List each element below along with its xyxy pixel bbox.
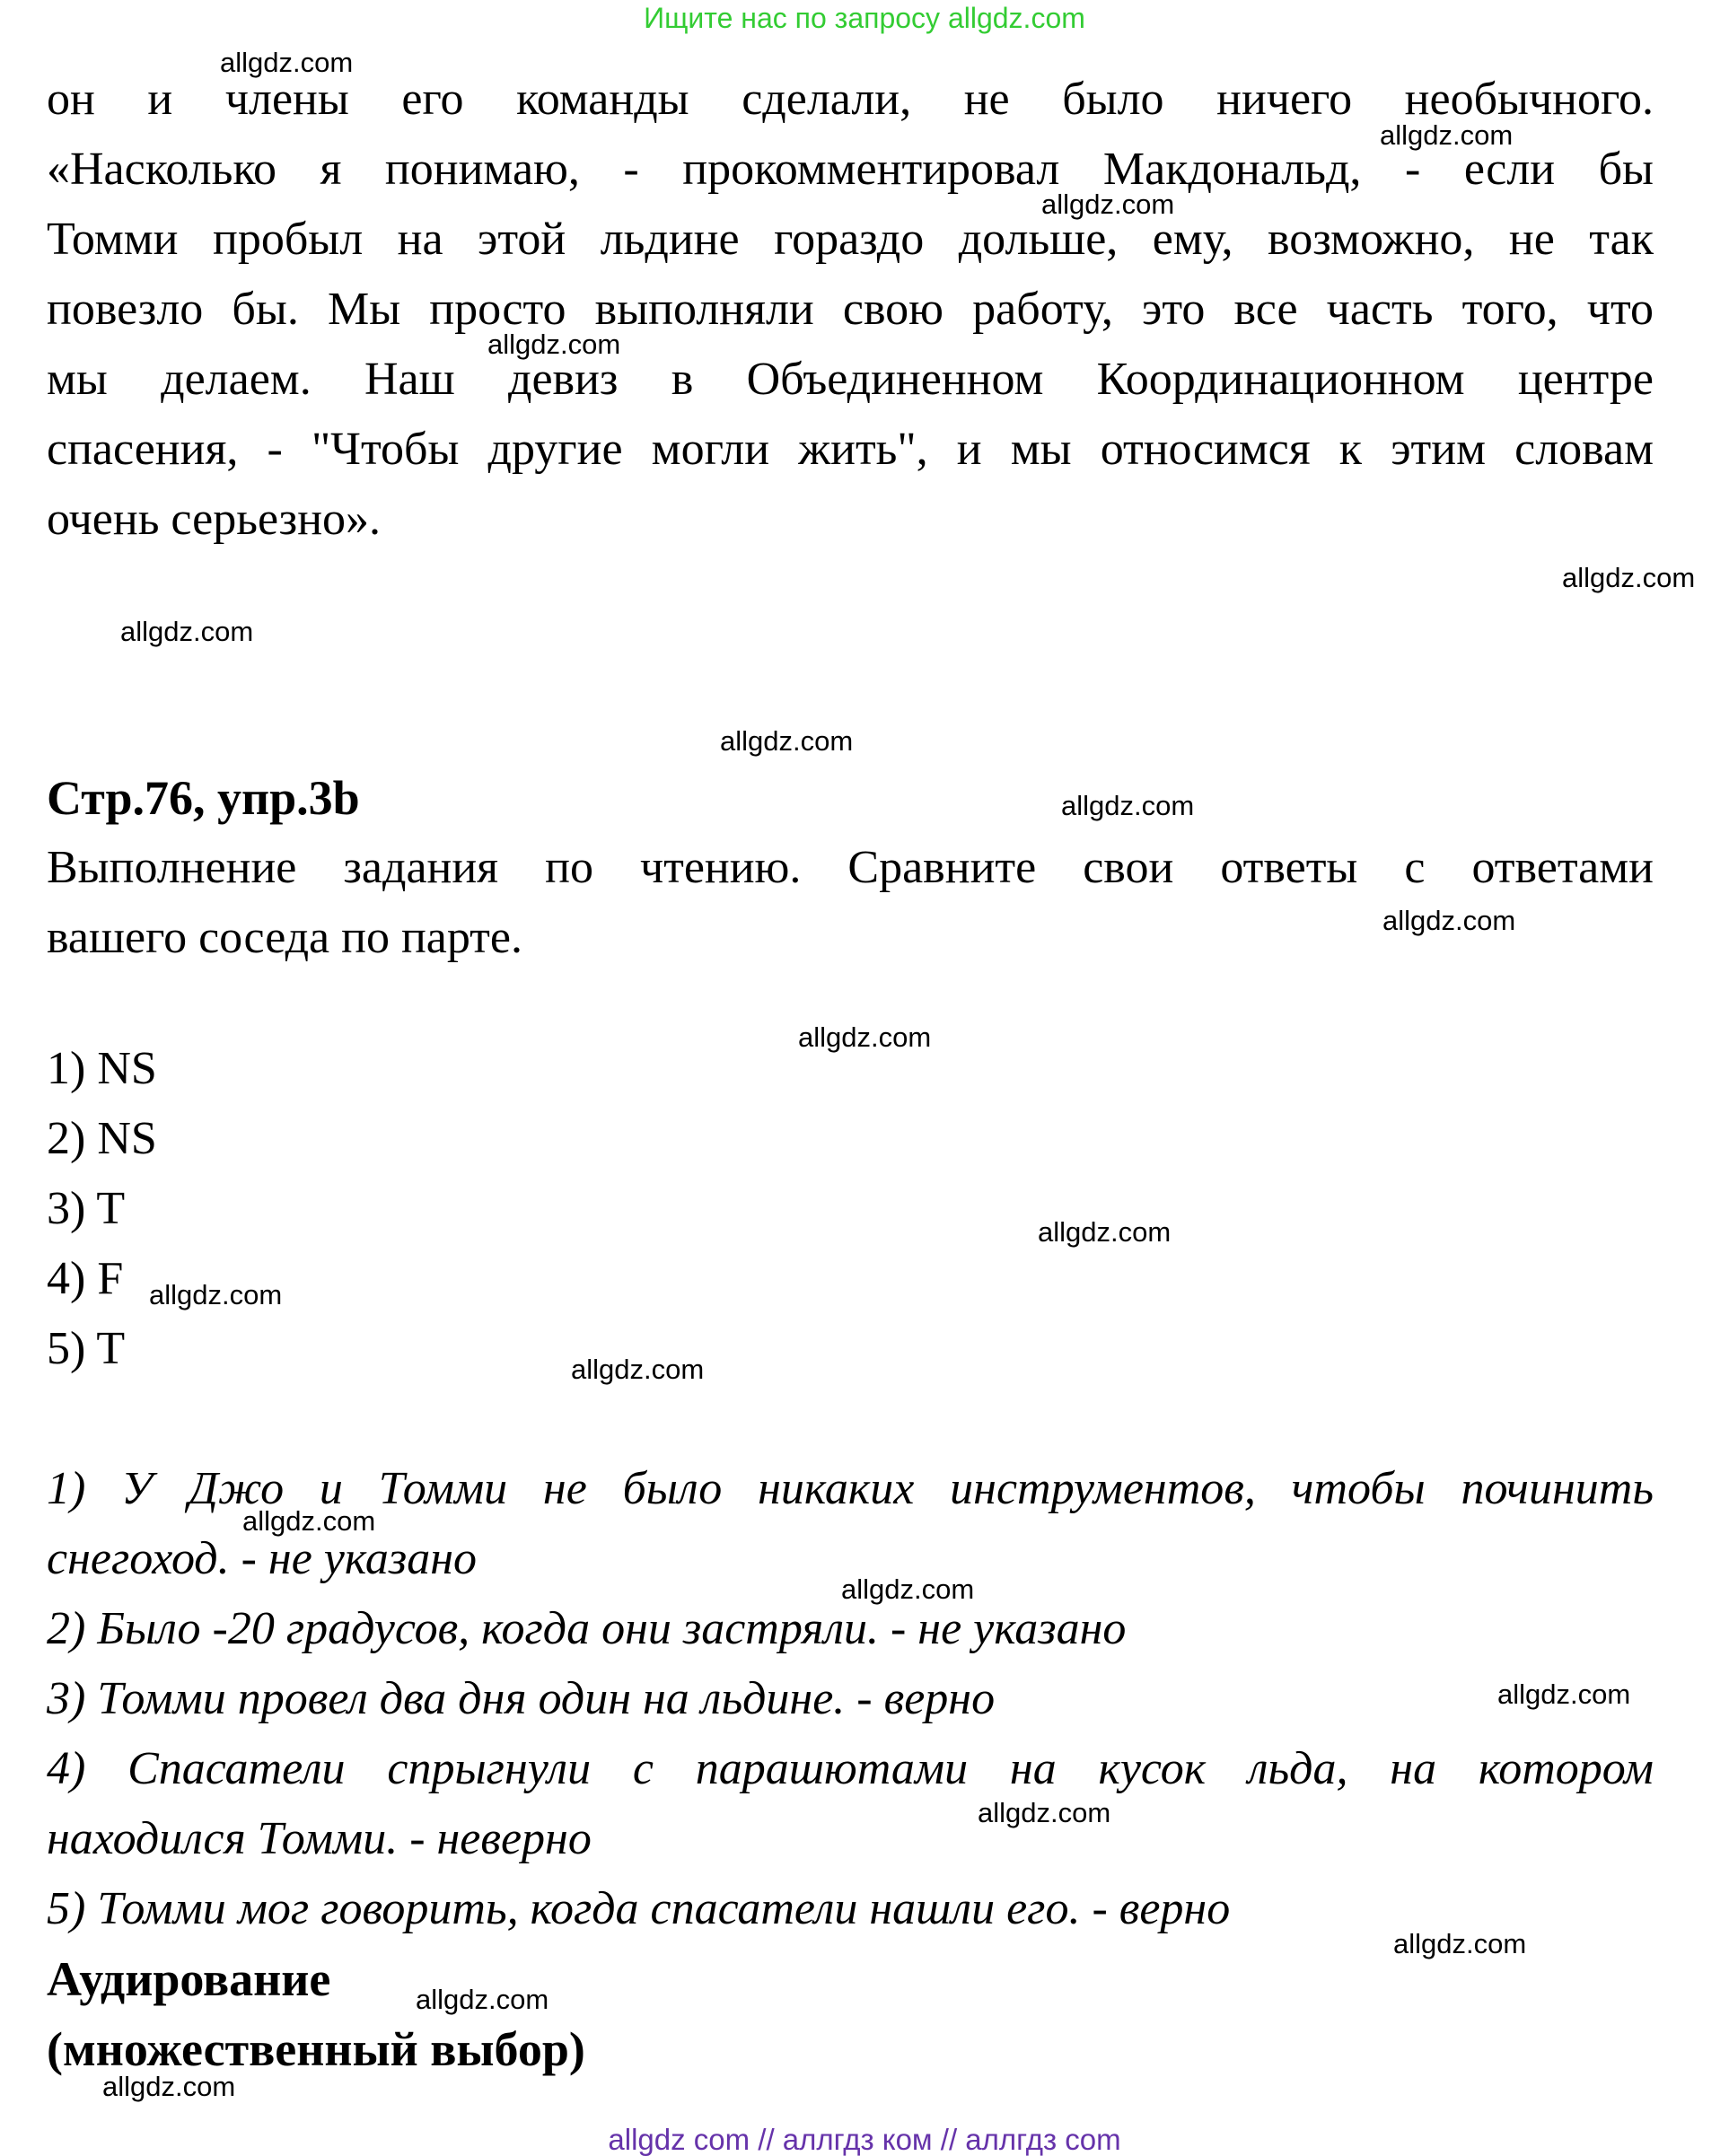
- answer-item: 4) F: [47, 1253, 124, 1304]
- watermark: allgdz.com: [1497, 1678, 1631, 1710]
- answer-item: 5) T: [47, 1323, 126, 1374]
- explanation-line: 5) Томми мог говорить, когда спасатели нашли его. - верно: [47, 1883, 1231, 1934]
- watermark: allgdz.com: [1393, 1928, 1527, 1959]
- intro-line: спасения, - "Чтобы другие могли жить", и мы относимся к этим словам: [47, 424, 1654, 475]
- watermark: allgdz.com: [120, 616, 254, 647]
- task-line: вашего соседа по парте.: [47, 912, 522, 963]
- watermark: allgdz.com: [571, 1354, 705, 1385]
- listening-title: Аудирование: [47, 1952, 331, 2006]
- top-banner: Ищите нас по запросу allgdz.com: [644, 2, 1085, 34]
- watermark: allgdz.com: [1061, 790, 1195, 821]
- watermark: allgdz.com: [1382, 905, 1516, 936]
- explanation-line: 4) Спасатели спрыгнули с парашютами на кусок льда, на котором: [47, 1743, 1654, 1794]
- explanation-line: снегоход. - не указано: [47, 1533, 477, 1584]
- listening-subtitle: (множественный выбор): [47, 2022, 585, 2076]
- watermark: allgdz.com: [242, 1505, 376, 1537]
- watermark: allgdz.com: [220, 47, 354, 78]
- answers-list: [47, 1034, 1654, 1384]
- answer-item: 2) NS: [47, 1113, 157, 1164]
- intro-line: мы делаем. Наш девиз в Объединенном Координационном центре: [47, 354, 1654, 405]
- intro-line: он и члены его команды сделали, не было ничего необычного.: [47, 74, 1654, 125]
- footer-links: allgdz com // аллгдз ком // аллгдз com: [608, 2123, 1121, 2156]
- watermark: allgdz.com: [1562, 562, 1696, 593]
- explanation-line: 2) Было -20 градусов, когда они застряли. - не указано: [47, 1603, 1127, 1654]
- watermark: allgdz.com: [149, 1279, 283, 1310]
- watermark: allgdz.com: [798, 1021, 932, 1053]
- section-title: Стр.76, упр.3b: [47, 771, 360, 825]
- watermark: allgdz.com: [487, 329, 621, 360]
- watermark: allgdz.com: [1038, 1216, 1172, 1248]
- intro-line: Томми пробыл на этой льдине гораздо дольше, ему, возможно, не так: [47, 214, 1654, 265]
- explanation-line: находился Томми. - неверно: [47, 1813, 592, 1864]
- intro-line: повезло бы. Мы просто выполняли свою работу, это все часть того, что: [47, 284, 1654, 335]
- watermark: allgdz.com: [102, 2071, 236, 2102]
- task-line: Выполнение задания по чтению. Сравните свои ответы с ответами: [47, 842, 1654, 893]
- answer-item: 1) NS: [47, 1043, 157, 1094]
- intro-line: очень серьезно».: [47, 494, 382, 545]
- watermark: allgdz.com: [1380, 119, 1514, 151]
- watermark: allgdz.com: [841, 1573, 975, 1605]
- watermark: allgdz.com: [720, 725, 854, 757]
- watermark: allgdz.com: [416, 1984, 549, 2015]
- watermark: allgdz.com: [1041, 188, 1175, 220]
- watermark: allgdz.com: [978, 1797, 1111, 1828]
- task-paragraph: [47, 833, 1654, 973]
- answer-item: 3) T: [47, 1183, 126, 1234]
- explanation-line: 3) Томми провел два дня один на льдине. - верно: [47, 1673, 996, 1724]
- explanation-line: 1) У Джо и Томми не было никаких инструментов, чтобы починить: [47, 1463, 1654, 1514]
- intro-line: «Насколько я понимаю, - прокомментировал Макдональд, - если бы: [47, 144, 1654, 195]
